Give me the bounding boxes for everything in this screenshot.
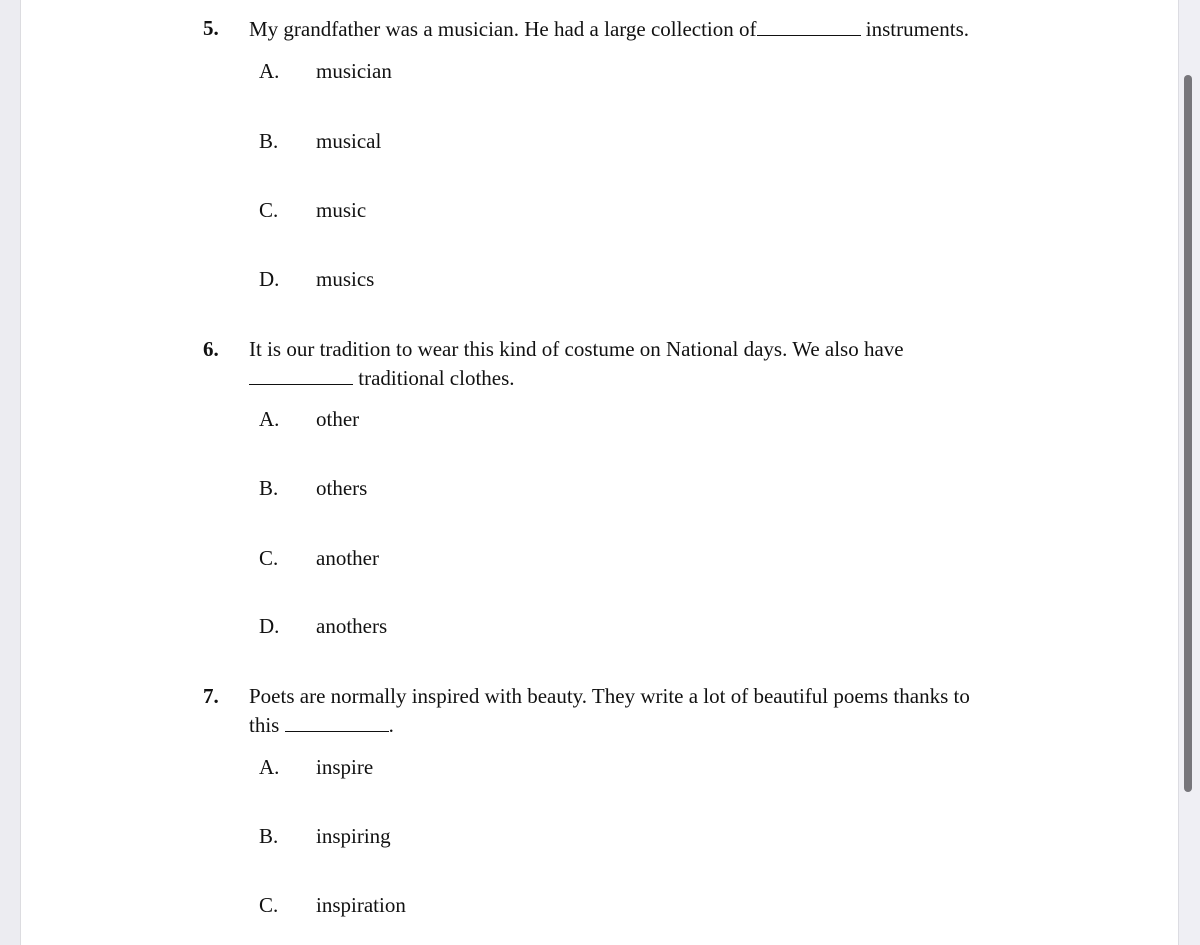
- answer-blank: [285, 711, 389, 732]
- question-text-part: this: [249, 713, 285, 737]
- question-number: 6.: [203, 337, 219, 361]
- answer-blank: [757, 15, 861, 36]
- question-text-part: instruments.: [860, 17, 970, 41]
- option-text[interactable]: other: [316, 407, 360, 431]
- question-text: [249, 364, 515, 391]
- option-letter: A.: [259, 755, 280, 779]
- question-text: [249, 15, 969, 42]
- left-margin: [0, 0, 21, 945]
- scrollbar-track[interactable]: [1178, 0, 1200, 945]
- question-text: Poets are normally inspired with beauty. They write a lot of beautiful poems thanks to: [249, 684, 970, 708]
- question-text: [249, 711, 394, 738]
- question-text-part: My grandfather was a musician. He had a large collection of: [249, 17, 757, 41]
- question-text: It is our tradition to wear this kind of costume on National days. We also have: [249, 337, 904, 361]
- answer-blank: [249, 364, 353, 385]
- option-text[interactable]: inspiration: [316, 893, 406, 917]
- option-text[interactable]: another: [316, 546, 379, 570]
- option-letter: A.: [259, 407, 280, 431]
- option-text[interactable]: others: [316, 476, 368, 500]
- question-number: 7.: [203, 684, 219, 708]
- option-text[interactable]: anothers: [316, 614, 388, 638]
- option-text[interactable]: musics: [316, 267, 375, 291]
- option-letter: C.: [259, 893, 279, 917]
- option-text[interactable]: musical: [316, 129, 382, 153]
- option-text[interactable]: musician: [316, 59, 392, 83]
- option-text[interactable]: music: [316, 198, 367, 222]
- option-text[interactable]: inspiring: [316, 824, 391, 848]
- option-letter: D.: [259, 267, 280, 291]
- scrollbar-thumb[interactable]: [1184, 75, 1192, 792]
- question-text-part: traditional clothes.: [353, 366, 515, 390]
- option-letter: A.: [259, 59, 280, 83]
- option-letter: D.: [259, 614, 280, 638]
- document-page: [21, 0, 1178, 945]
- option-text[interactable]: inspire: [316, 755, 374, 779]
- option-letter: C.: [259, 198, 279, 222]
- option-letter: B.: [259, 824, 279, 848]
- option-letter: B.: [259, 476, 279, 500]
- question-text-part: .: [388, 713, 394, 737]
- question-number: 5.: [203, 16, 219, 40]
- option-letter: C.: [259, 546, 279, 570]
- option-letter: B.: [259, 129, 279, 153]
